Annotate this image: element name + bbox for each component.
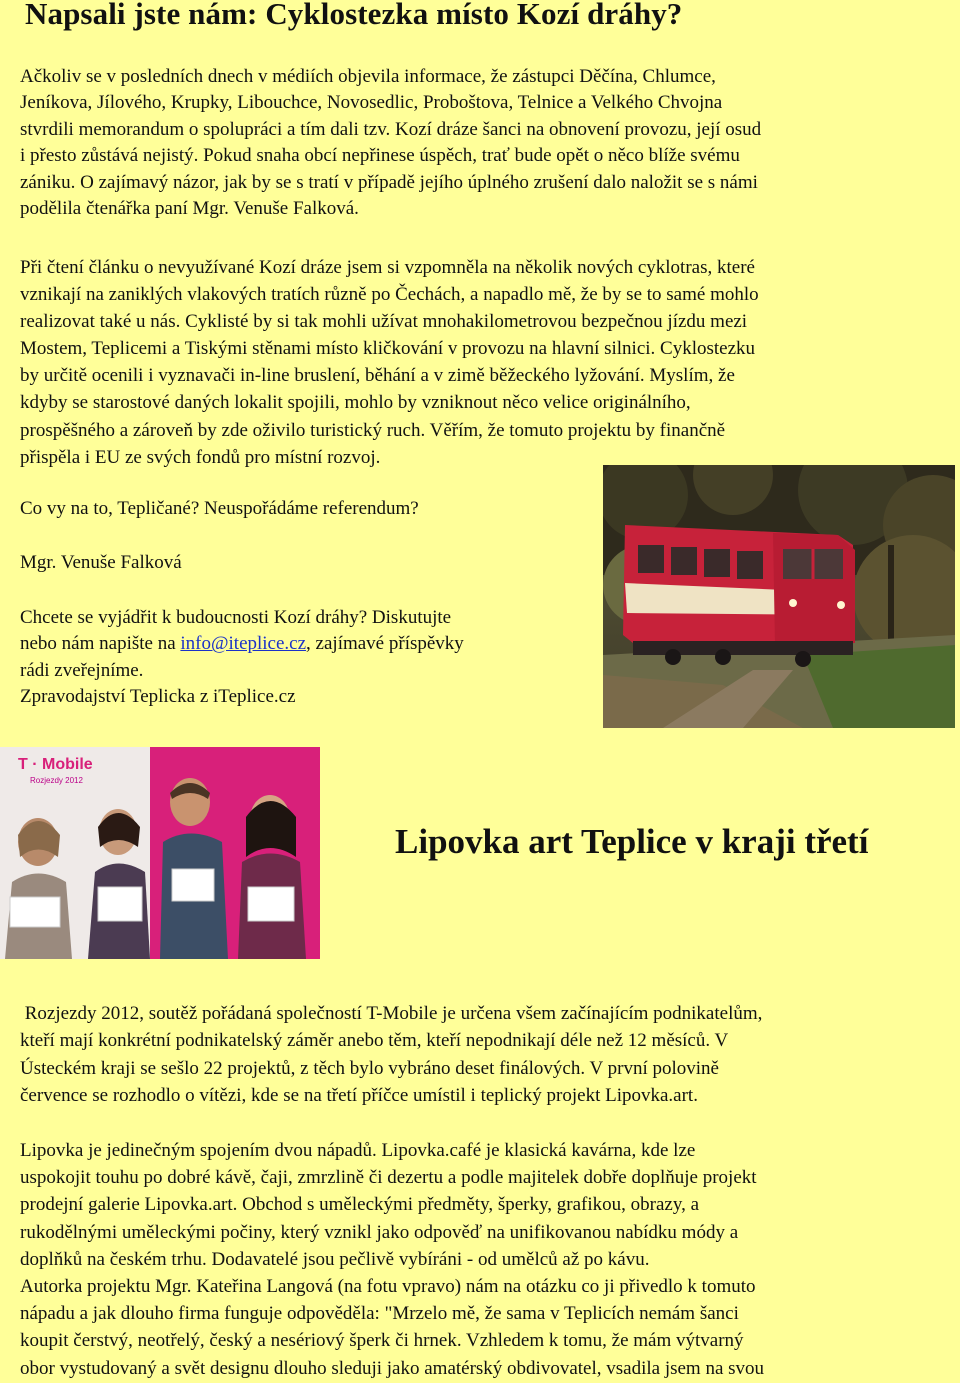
text-line: podělila čtenářka paní Mgr. Venuše Falková. <box>20 198 359 220</box>
text-line <box>20 631 590 657</box>
text-line: prospěšného a zároveň by zde oživilo turistický ruch. Věřím, že tomuto projektu by finančně <box>20 419 726 441</box>
text-line: prodejní galerie Lipovka.art. Obchod s uměleckými předměty, šperky, grafikou, obrazy, a <box>20 1194 700 1216</box>
text-line: Autorka projektu Mgr. Kateřina Langová (na fotu vpravo) nám na otázku co ji přivedlo k tomuto <box>20 1276 756 1298</box>
text-line: rádi zveřejníme. <box>20 659 144 681</box>
text-line: kteří mají konkrétní podnikatelský záměr anebo těm, kteří nepodnikají déle než 12 měsíců. V <box>20 1030 729 1052</box>
text-line: doplňků na českém trhu. Dodavatelé jsou pečlivě vybíráni - od umělců až po kávu. <box>20 1248 650 1270</box>
text-line: zániku. O zajímavý názor, jak by se s tratí v případě jejího úplného zrušení dalo naložit se s námi <box>20 171 758 193</box>
call-to-action <box>20 605 590 711</box>
train-photo <box>603 465 955 728</box>
banner-logo-text: T · Mobile <box>18 756 93 773</box>
email-link[interactable]: info@iteplice.cz <box>180 633 307 655</box>
text-line: Lipovka je jedinečným spojením dvou nápadů. Lipovka.café je klasická kavárna, kde lze <box>20 1140 696 1161</box>
text-line: Chcete se vyjádřit k budoucnosti Kozí dráhy? Diskutujte <box>20 607 452 628</box>
text-line: Při čtení článku o nevyužívané Kozí dráze jsem si vzpomněla na několik nových cyklotras, které <box>20 257 755 278</box>
text-line: Rozjezdy 2012, soutěž pořádaná společností T-Mobile je určena všem začínajícím podnikatelům, <box>20 1003 763 1024</box>
article-title-2: Lipovka art Teplice v kraji třetí <box>395 822 869 861</box>
text-line: i přesto zůstává nejistý. Pokud snaha obcí nepřinese úspěch, trať bude opět o něco blíže svému <box>20 145 740 167</box>
text-line: kdyby se starostové daných lokalit spojili, mohlo by vzniknout něco velice originálního, <box>20 392 691 414</box>
text-line: Jeníkova, Jílového, Krupky, Libouchce, Novosedlic, Proboštova, Telnice a Velkého Chvojna <box>20 92 723 114</box>
text-line: Ústeckém kraji se sešlo 22 projektů, z těch bylo vybráno deset finálových. V první polovině <box>20 1057 719 1079</box>
article-body-2 <box>20 1137 945 1382</box>
text-line: realizovat také u nás. Cyklisté by si tak mohli užívat mnohakilometrovou bezpečnou jízdu mezi <box>20 311 748 333</box>
reader-question: Co vy na to, Tepličané? Neuspořádáme referendum? <box>20 498 419 519</box>
text-fragment: nebo nám napište na <box>20 633 181 655</box>
text-line: Ačkoliv se v posledních dnech v médiích objevila informace, že zástupci Děčína, Chlumce, <box>20 66 716 87</box>
text-line: července se rozhodlo o vítězi, kde se na třetí příčce umístil i teplický projekt Lipovka.art. <box>20 1084 698 1106</box>
article-body <box>20 254 945 471</box>
text-line: obor vystudovaný a svět designu dlouho sleduji jako amatérský obdivovatel, vsadila jsem na svou <box>20 1357 765 1379</box>
banner-sub-text: Rozjezdy 2012 <box>30 776 83 785</box>
article-intro <box>20 64 945 222</box>
text-line: koupit čerstvý, neotřelý, český a nesériový šperk či hrnek. Vzhledem k tomu, že mám výtvarný <box>20 1330 744 1352</box>
text-line: vznikají na zaniklých vlakových tratích různě po Čechách, a napadlo mě, že by se to samé mohlo <box>20 284 759 306</box>
text-line: by určitě ocenili i vyznavači in-line bruslení, běhání a v zimě běžeckého lyžování. Myslím, že <box>20 365 735 387</box>
text-line: uspokojit touhu po dobré kávě, čaji, zmrzlině či dezertu a podle majitelek dobře doplňuje projekt <box>20 1167 757 1189</box>
author-signature: Mgr. Venuše Falková <box>20 552 182 573</box>
article-intro-2 <box>20 1000 945 1109</box>
source-credit: Zpravodajství Teplicka z iTeplice.cz <box>20 686 296 708</box>
text-line: stvrdili memorandum o spolupráci a tím dali tzv. Kozí dráze šanci na obnovení provozu, její osud <box>20 118 762 140</box>
article-title: Napsali jste nám: Cyklostezka místo Kozí dráhy? <box>25 0 683 31</box>
text-line: Mostem, Teplicemi a Tiskými stěnami místo kličkování v provozu na hlavní silnici. Cyklostezku <box>20 338 756 360</box>
text-fragment: , zajímavé příspěvky <box>306 633 464 655</box>
text-line: přispěla i EU ze svých fondů pro místní rozvoj. <box>20 446 381 468</box>
text-line: rukodělnými uměleckými počiny, který vznikl jako odpověď na unifikovanou nabídku módy a <box>20 1221 739 1243</box>
text-line: nápadu a jak dlouho firma funguje odpověděla: "Mrzelo mě, že sama v Teplicích nemám šanci <box>20 1303 739 1325</box>
award-photo <box>0 747 320 959</box>
